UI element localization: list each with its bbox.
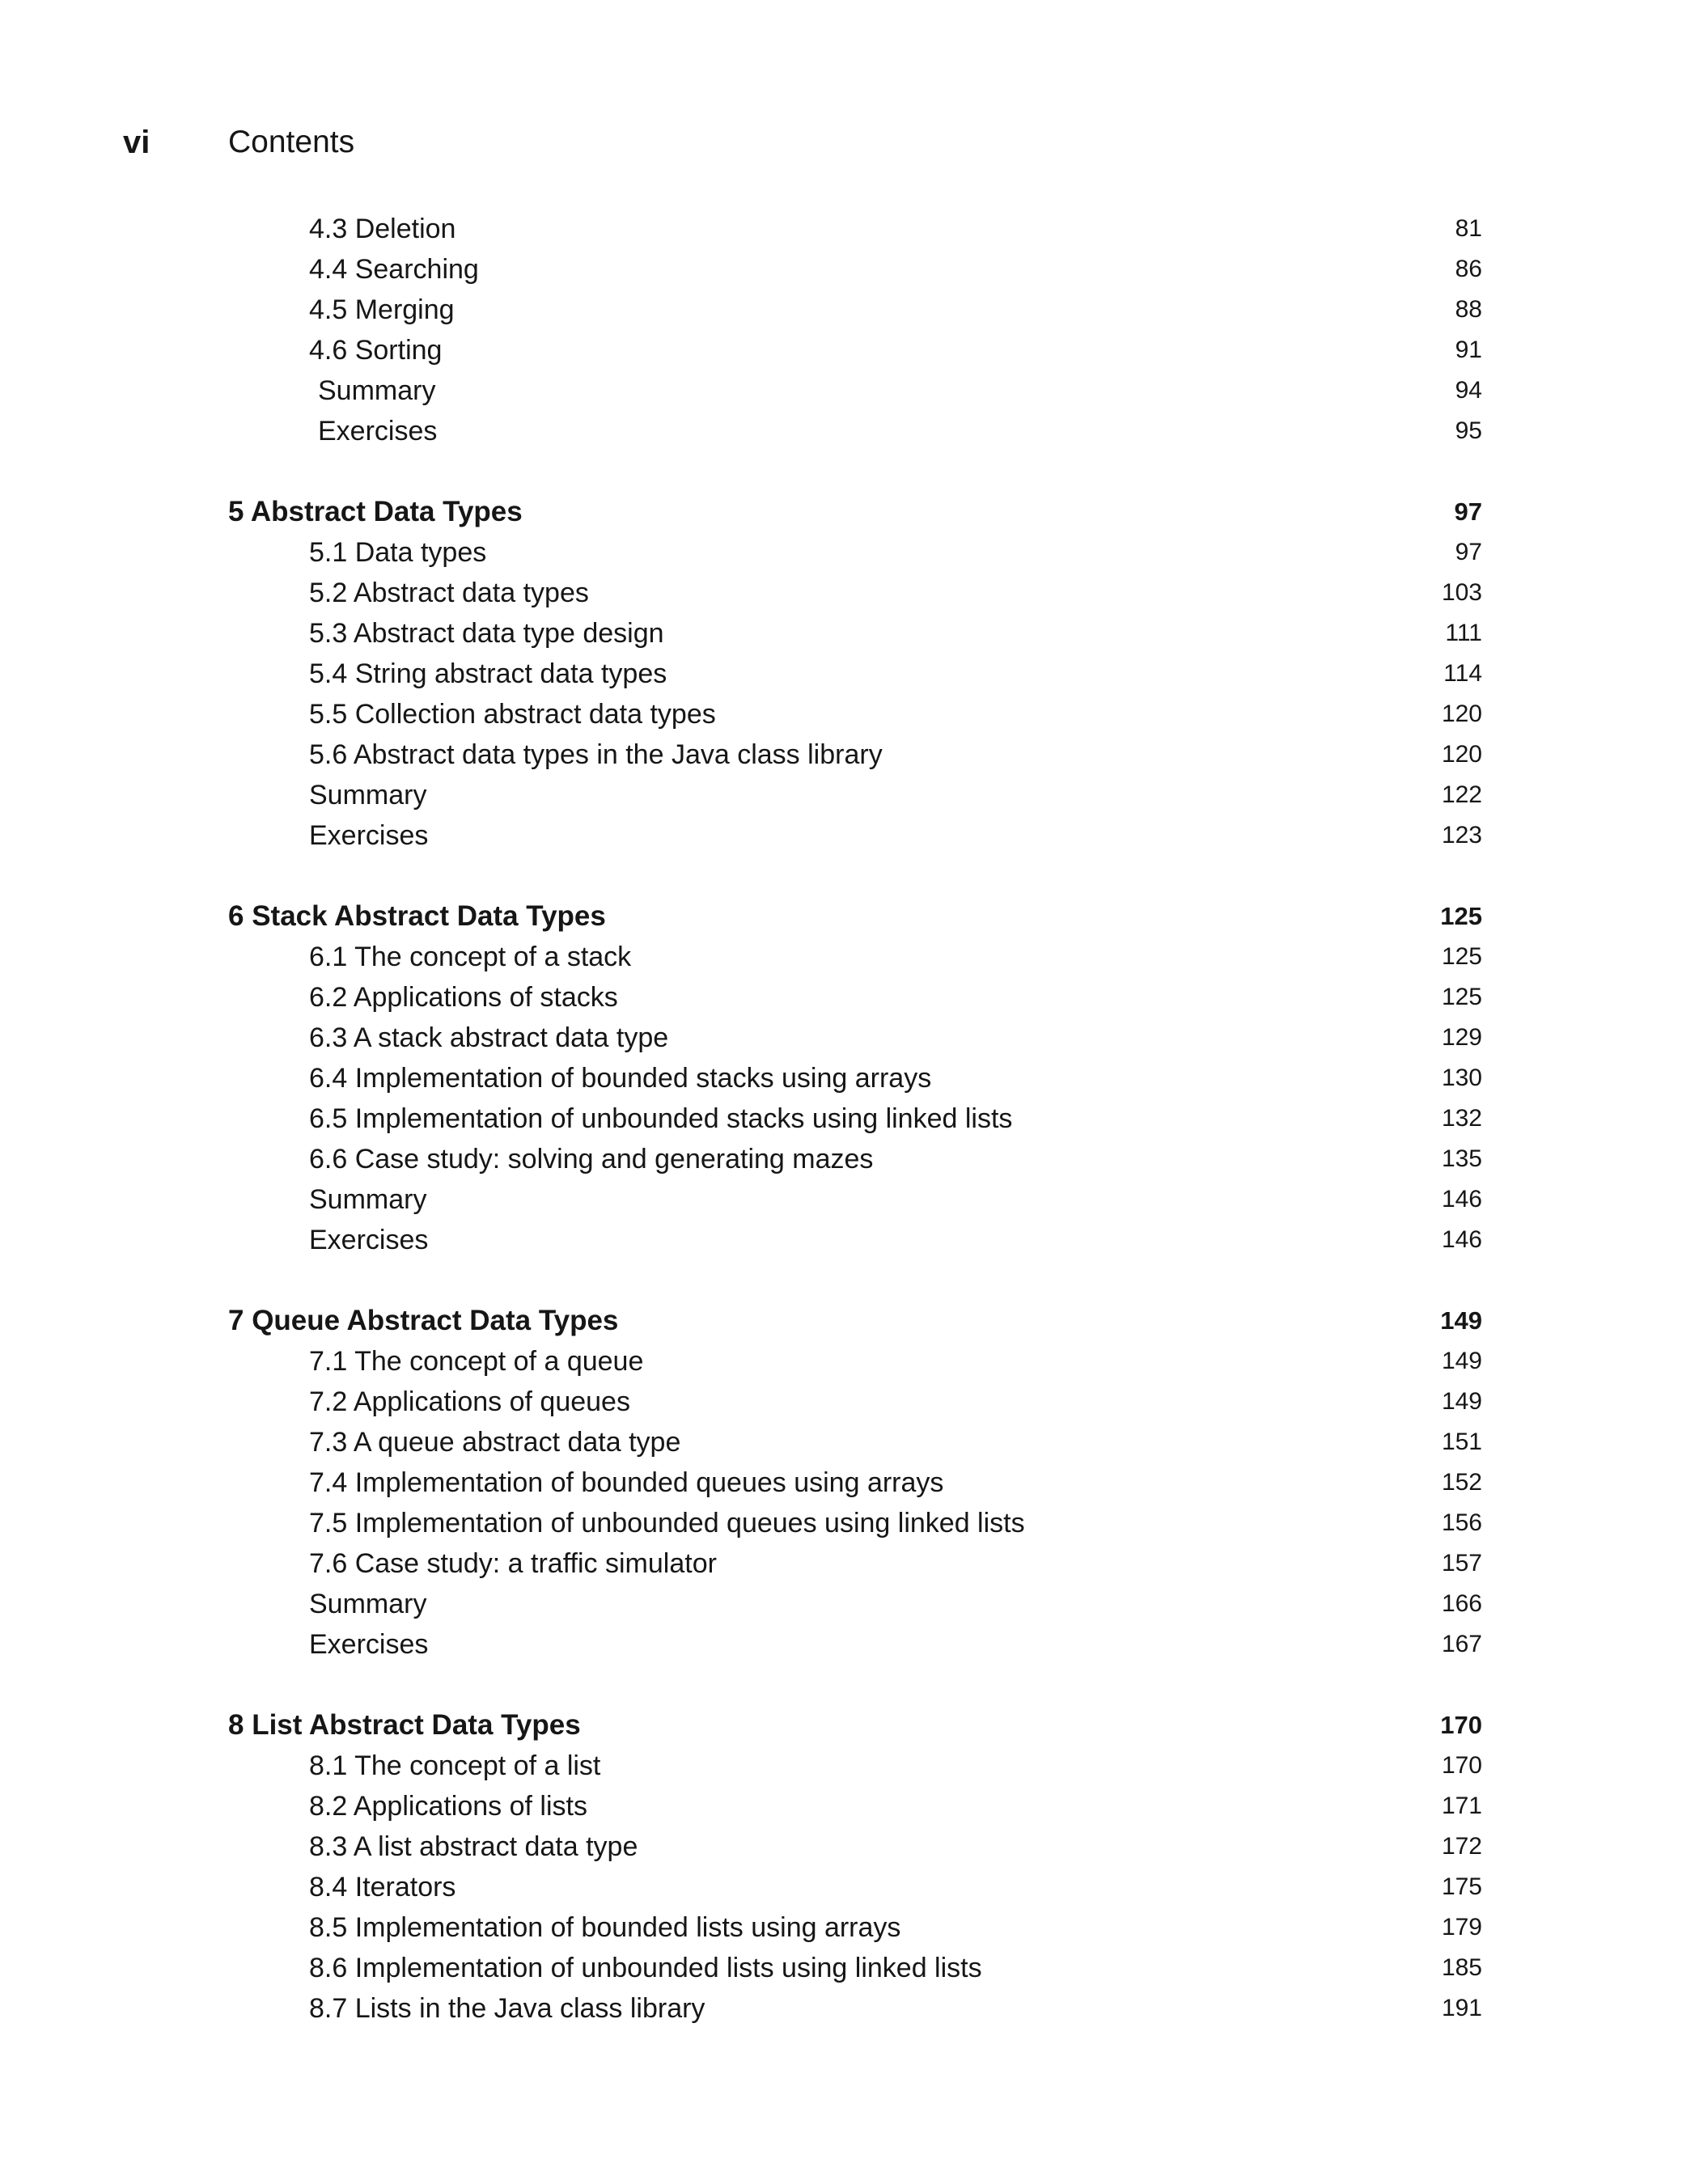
toc-entry-title: 5.2 Abstract data types (309, 578, 589, 608)
toc-section-entry (0, 1179, 1699, 1220)
toc-entry-page: 120 (1441, 700, 1482, 727)
toc-section-entry (0, 977, 1699, 1018)
toc-entry-page: 171 (1441, 1792, 1482, 1819)
toc-entry-title: 8.7 Lists in the Java class library (309, 1993, 705, 2024)
toc-entry-page: 135 (1441, 1145, 1482, 1172)
toc-entry-page: 156 (1441, 1509, 1482, 1536)
toc-entry-page: 179 (1441, 1914, 1482, 1941)
toc-entry-page: 81 (1455, 215, 1482, 242)
toc-entry-title: 5.5 Collection abstract data types (309, 699, 716, 730)
toc-section-entry (0, 370, 1699, 411)
toc-entry-title: Summary (309, 1589, 427, 1619)
toc-entry-page: 132 (1441, 1105, 1482, 1132)
toc-entry-page: 88 (1455, 296, 1482, 323)
toc-section-entry (0, 1220, 1699, 1260)
toc-entry-title: Exercises (309, 1225, 429, 1255)
toc-entry-title: 7.3 A queue abstract data type (309, 1427, 681, 1458)
toc-entry-title: 8.3 A list abstract data type (309, 1831, 638, 1862)
toc-chapter-entry (0, 1705, 1699, 1746)
toc-entry-page: 125 (1441, 943, 1482, 970)
toc-section-entry (0, 1826, 1699, 1867)
toc-entry-title: 7.6 Case study: a traffic simulator (309, 1548, 717, 1579)
toc-section-entry (0, 1786, 1699, 1826)
toc-section-entry (0, 1543, 1699, 1584)
toc-entry-title: Exercises (318, 416, 438, 447)
toc-entry-page: 172 (1441, 1833, 1482, 1860)
toc-section-entry (0, 1382, 1699, 1422)
toc-list (0, 209, 1699, 2029)
toc-section-entry (0, 1422, 1699, 1462)
table-of-contents (0, 209, 1699, 2029)
toc-entry-title: 4.5 Merging (309, 294, 455, 325)
toc-section-entry (0, 654, 1699, 694)
toc-entry-page: 149 (1440, 1306, 1482, 1335)
toc-section-entry (0, 613, 1699, 654)
toc-section-entry (0, 209, 1699, 249)
toc-entry-page: 120 (1441, 741, 1482, 768)
toc-entry-title: 8.2 Applications of lists (309, 1791, 587, 1822)
toc-entry-page: 125 (1440, 902, 1482, 930)
toc-section-entry (0, 532, 1699, 573)
toc-entry-page: 114 (1443, 660, 1482, 687)
toc-entry-title: 8.4 Iterators (309, 1872, 456, 1903)
toc-entry-page: 97 (1454, 497, 1482, 526)
toc-section-entry (0, 290, 1699, 330)
toc-entry-page: 151 (1441, 1428, 1482, 1455)
toc-section-entry (0, 694, 1699, 734)
toc-entry-title: 6.4 Implementation of bounded stacks using arrays (309, 1063, 932, 1094)
toc-entry-page: 95 (1455, 417, 1482, 444)
toc-entry-title: 5.6 Abstract data types in the Java class library (309, 739, 883, 770)
toc-entry-page: 130 (1441, 1064, 1482, 1091)
toc-entry-page: 86 (1455, 256, 1482, 282)
toc-entry-title: 5 Abstract Data Types (228, 496, 523, 527)
toc-section-entry (0, 1018, 1699, 1058)
toc-entry-title: Summary (318, 375, 436, 406)
toc-section-entry (0, 249, 1699, 290)
toc-entry-page: 103 (1441, 579, 1482, 606)
toc-entry-title: 6.2 Applications of stacks (309, 982, 618, 1013)
toc-section-entry (0, 937, 1699, 977)
toc-entry-title: 6.6 Case study: solving and generating mazes (309, 1144, 874, 1175)
toc-section-entry (0, 1139, 1699, 1179)
toc-entry-page: 91 (1455, 336, 1482, 363)
toc-entry-title: 8.6 Implementation of unbounded lists using linked lists (309, 1953, 982, 1983)
toc-entry-page: 146 (1441, 1186, 1482, 1213)
toc-section-entry (0, 573, 1699, 613)
toc-entry-title: Summary (309, 780, 427, 811)
toc-entry-page: 166 (1441, 1590, 1482, 1617)
toc-section-entry (0, 411, 1699, 451)
toc-entry-title: 6.1 The concept of a stack (309, 942, 632, 972)
toc-entry-page: 122 (1441, 781, 1482, 808)
toc-entry-page: 123 (1441, 822, 1482, 849)
toc-section-entry (0, 1462, 1699, 1503)
toc-section-entry (0, 815, 1699, 856)
toc-section-entry (0, 775, 1699, 815)
toc-entry-title: 7.5 Implementation of unbounded queues using linked lists (309, 1508, 1025, 1539)
toc-entry-title: 8 List Abstract Data Types (228, 1709, 581, 1741)
toc-entry-page: 149 (1441, 1388, 1482, 1415)
toc-entry-title: 5.4 String abstract data types (309, 658, 667, 689)
toc-entry-title: 8.1 The concept of a list (309, 1750, 601, 1781)
toc-entry-page: 125 (1441, 984, 1482, 1010)
toc-entry-title: 4.6 Sorting (309, 335, 443, 366)
toc-entry-title: Exercises (309, 1629, 429, 1660)
toc-entry-page: 167 (1441, 1631, 1482, 1657)
toc-section-entry (0, 1907, 1699, 1948)
toc-entry-page: 185 (1441, 1954, 1482, 1981)
toc-entry-title: 4.3 Deletion (309, 214, 456, 244)
toc-entry-title: Summary (309, 1184, 427, 1215)
toc-section-entry (0, 1058, 1699, 1098)
toc-entry-title: 7 Queue Abstract Data Types (228, 1305, 619, 1336)
toc-section-entry (0, 1948, 1699, 1988)
toc-entry-title: 6.3 A stack abstract data type (309, 1022, 669, 1053)
toc-entry-page: 94 (1455, 377, 1482, 404)
running-head: Contents (228, 125, 355, 159)
toc-entry-page: 191 (1441, 1995, 1482, 2021)
toc-section-entry (0, 1746, 1699, 1786)
toc-entry-title: 5.3 Abstract data type design (309, 618, 664, 649)
toc-entry-page: 170 (1441, 1752, 1482, 1779)
toc-entry-title: 6.5 Implementation of unbounded stacks using linked lists (309, 1103, 1013, 1134)
toc-entry-title: 7.1 The concept of a queue (309, 1346, 644, 1377)
toc-section-entry (0, 1584, 1699, 1624)
toc-entry-page: 175 (1441, 1873, 1482, 1900)
toc-section-entry (0, 1988, 1699, 2029)
toc-chapter-entry (0, 492, 1699, 532)
toc-entry-page: 170 (1440, 1711, 1482, 1739)
toc-section-entry (0, 1867, 1699, 1907)
page-number: vi (123, 124, 150, 160)
toc-entry-page: 152 (1441, 1469, 1482, 1496)
page-header (123, 118, 354, 167)
toc-entry-title: 5.1 Data types (309, 537, 487, 568)
toc-entry-title: 8.5 Implementation of bounded lists using arrays (309, 1912, 901, 1943)
toc-section-entry (0, 1341, 1699, 1382)
toc-entry-page: 129 (1441, 1024, 1482, 1051)
toc-entry-page: 157 (1441, 1550, 1482, 1577)
toc-section-entry (0, 1098, 1699, 1139)
toc-section-entry (0, 734, 1699, 775)
toc-chapter-entry (0, 1301, 1699, 1341)
toc-entry-title: Exercises (309, 820, 429, 851)
toc-entry-page: 111 (1445, 620, 1482, 646)
toc-entry-title: 6 Stack Abstract Data Types (228, 900, 606, 932)
toc-entry-page: 97 (1455, 539, 1482, 565)
toc-entry-title: 7.4 Implementation of bounded queues using arrays (309, 1467, 944, 1498)
toc-section-entry (0, 1503, 1699, 1543)
toc-chapter-entry (0, 896, 1699, 937)
toc-entry-title: 4.4 Searching (309, 254, 479, 285)
toc-entry-page: 149 (1441, 1348, 1482, 1374)
toc-section-entry (0, 1624, 1699, 1665)
toc-entry-page: 146 (1441, 1226, 1482, 1253)
toc-entry-title: 7.2 Applications of queues (309, 1386, 630, 1417)
toc-section-entry (0, 330, 1699, 370)
